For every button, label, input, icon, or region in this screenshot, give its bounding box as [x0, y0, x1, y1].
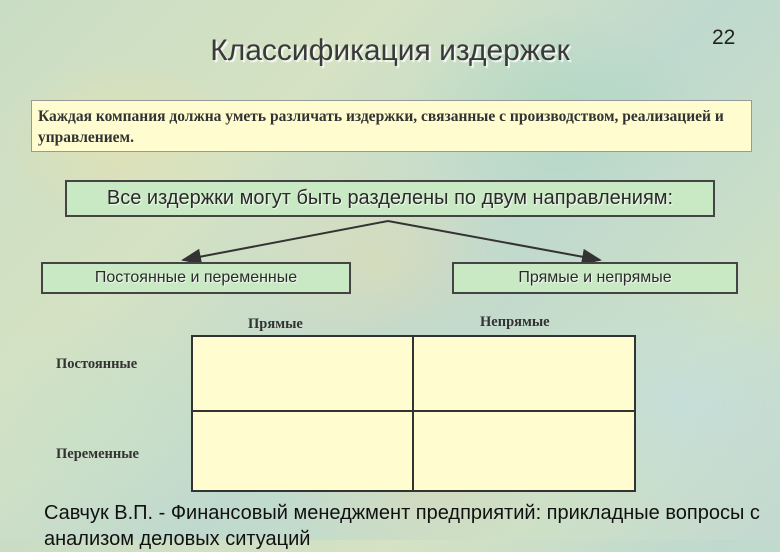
cost-matrix	[191, 335, 636, 492]
matrix-vertical-divider	[412, 337, 414, 490]
matrix-column-direct: Прямые	[248, 316, 303, 332]
page-number: 22	[712, 26, 736, 49]
matrix-column-indirect: Непрямые	[480, 314, 550, 330]
source-citation: Савчук В.П. - Финансовый менеджмент предприятий: прикладные вопросы с анализом деловых ситуаций	[44, 502, 760, 550]
main-statement-box: Все издержки могут быть разделены по двум направлениям:	[65, 180, 715, 217]
branch-direct-indirect: Прямые и непрямые	[452, 262, 738, 294]
slide-title: Классификация издержек	[210, 34, 570, 67]
arrow-right	[388, 221, 600, 260]
matrix-row-variable: Переменные	[56, 446, 139, 462]
matrix-row-fixed: Постоянные	[56, 356, 138, 372]
matrix-horizontal-divider	[193, 410, 634, 412]
branch-fixed-variable: Постоянные и переменные	[41, 262, 351, 294]
arrow-left	[183, 221, 388, 260]
intro-text-box: Каждая компания должна уметь различать издержки, связанные с производством, реализацией и управлением.	[31, 100, 752, 152]
